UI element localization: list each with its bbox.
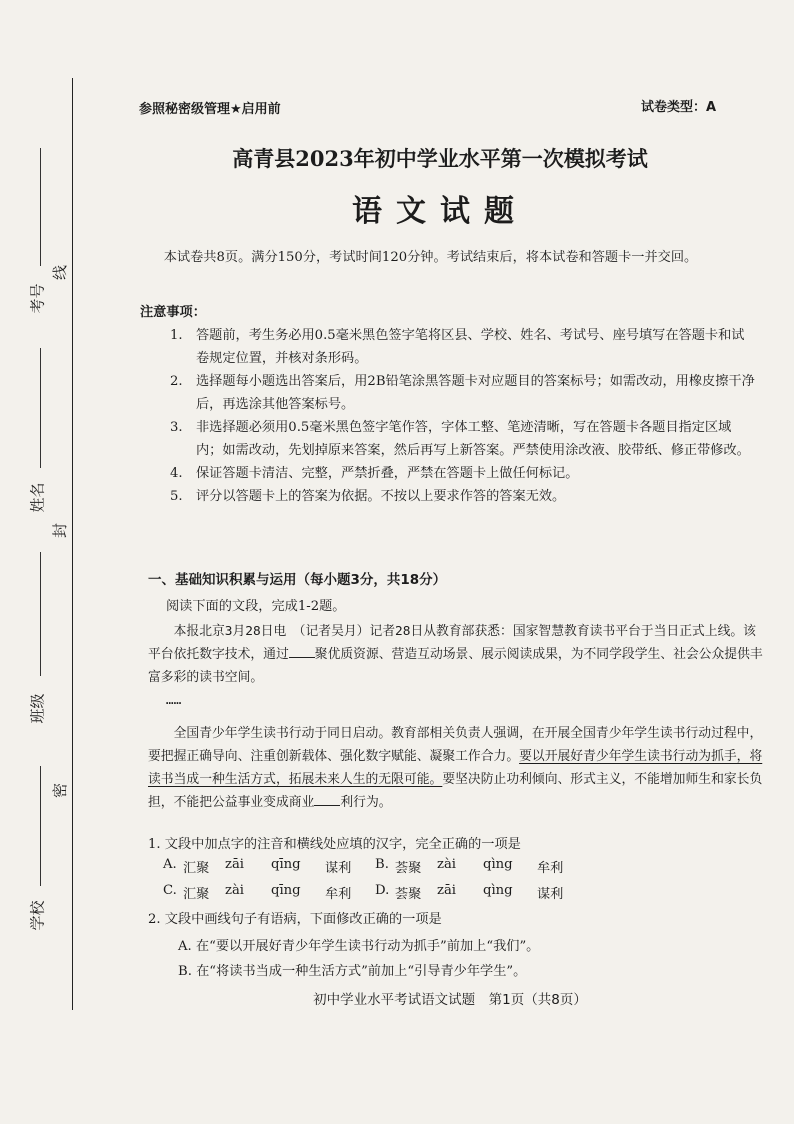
school-fill-line — [40, 766, 41, 886]
class-label: 班级 — [28, 693, 47, 724]
passage-paragraph-2: 全国青少年学生读书行动于同日启动。教育部相关负责人强调，在开展全国青少年学生读书行动过程中，要把握正确导向、注重创新载体、强化数字赋能、凝聚工作合力。要以开展好青少年学生读书行动为抓手，将读书当成一种生活方式，拓展未来人生的无限可能。要坚决防止功利倾向、形式主义，不能增加师生和家长负担，不能把公益事业变成商业 利行为。 — [148, 726, 763, 810]
reading-passage — [148, 620, 768, 814]
seal-mark-line: 线 — [51, 264, 70, 281]
fill-blank — [314, 793, 340, 806]
passage-paragraph-1: 本报北京3月28日电 （记者吴月）记者28日从教育部获悉：国家智慧教育读书平台于当日正式上线。该平台依托数字技术，通过 聚优质资源、营造互动场景、展示阅读成果，为不同学段学生、社会公众提供丰富多彩的读书空间。 — [148, 624, 763, 685]
exam-title: 高青县2023年初中学业水平第一次模拟考试 — [232, 146, 648, 171]
notice-item: 4. 保证答题卡清洁、完整，严禁折叠，严禁在答题卡上做任何标记。 — [170, 466, 579, 481]
reading-instruction: 阅读下面的文段，完成1-2题。 — [166, 599, 346, 614]
question-2-stem: 2. 文段中画线句子有语病，下面修改正确的一项是 — [148, 912, 442, 927]
notice-list — [170, 324, 755, 508]
notice-heading: 注意事项： — [140, 305, 206, 320]
question-2-option-a: A. 在“要以开展好青少年学生读书行动为抓手”前加上“我们”。 — [178, 939, 540, 954]
name-label: 姓名 — [28, 482, 47, 513]
page-footer: 初中学业水平考试语文试题 第1页（共8页） — [313, 992, 587, 1008]
exam-number-fill-line — [40, 148, 41, 266]
notice-item: 5. 评分以答题卡上的答案为依据。不按以上要求作答的答案无效。 — [170, 489, 566, 504]
option-row: C. 汇聚 zài qīng 牟利 D. 荟聚 zāi qìng 谋利 — [163, 883, 564, 902]
question-2-option-b: B. 在“将读书当成一种生活方式”前加上“引导青少年学生”。 — [178, 964, 527, 979]
section-heading: 一、基础知识积累与运用（每小题3分，共18分） — [148, 572, 447, 588]
class-fill-line — [40, 552, 41, 676]
confidentiality-note: 参照秘密级管理★启用前 — [139, 102, 281, 117]
seal-mark-seal: 封 — [51, 522, 70, 539]
exam-number-label: 考号 — [28, 283, 47, 314]
seal-mark-secret: 密 — [51, 782, 70, 799]
notice-item: 3. 非选择题必须用0.5毫米黑色签字笔作答，字体工整、笔迹清晰，写在答题卡各题目指定区域内；如需改动，先划掉原来答案，然后再写上新答案。严禁使用涂改液、胶带纸、修正带修改。 — [170, 420, 750, 458]
passage-ellipsis: …… — [165, 693, 182, 708]
paper-type: 试卷类型：A — [641, 100, 717, 115]
school-label: 学校 — [28, 900, 47, 931]
option-row: A. 汇聚 zāi qīng 谋利 B. 荟聚 zài qìng 牟利 — [163, 857, 564, 876]
question-1-options — [163, 857, 587, 909]
fill-blank — [289, 645, 315, 658]
question-1-stem: 1. 文段中加点字的注音和横线处应填的汉字，完全正确的一项是 — [148, 837, 521, 852]
intro-paragraph: 本试卷共8页。满分150分，考试时间120分钟。考试结束后，将本试卷和答题卡一并交回。 — [163, 250, 698, 265]
name-fill-line — [40, 348, 41, 468]
binding-line — [72, 78, 73, 1010]
notice-item: 1. 答题前，考生务必用0.5毫米黑色签字笔将区县、学校、姓名、考试号、座号填写在答题卡和试卷规定位置，并核对条形码。 — [170, 328, 745, 366]
underlined-sentence: 要以开展好青少年学生读书行动为抓手，将读书当成一种生活方式，拓展未来人生的无限可能。 — [148, 749, 763, 787]
notice-item: 2. 选择题每小题选出答案后，用2B铅笔涂黑答题卡对应题目的答案标号；如需改动，用橡皮擦干净后，再选涂其他答案标号。 — [170, 374, 755, 412]
subject-title: 语文试题 — [352, 194, 528, 229]
